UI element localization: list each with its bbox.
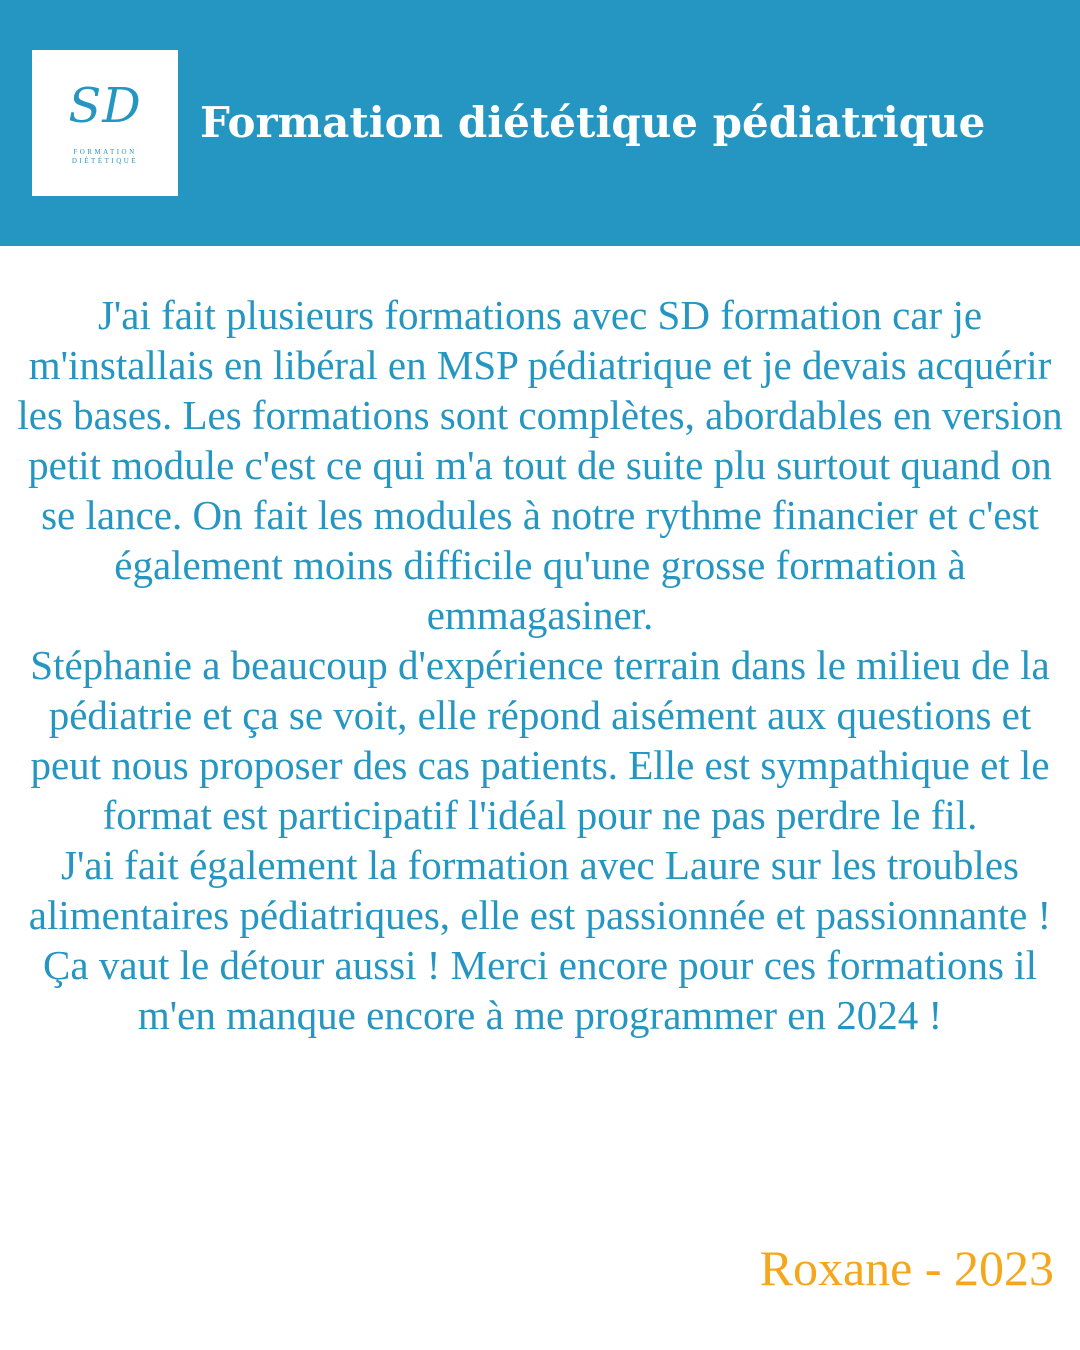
header-banner [0,0,1080,246]
page-title: Formation diététique pédiatrique [200,98,986,147]
testimonial-paragraph: J'ai fait également la formation avec Laure sur les troubles alimentaires pédiatriques, elle est passionnée et passionnante ! Ça vaut le détour aussi ! Merci encore pour ces formations il m'en manque encore à me programmer en 2024 ! [28,842,1052,1038]
logo-text-line1: FORMATION [73,148,137,156]
testimonial-author: Roxane - 2023 [759,1240,1054,1296]
testimonial-paragraph: Stéphanie a beaucoup d'expérience terrain dans le milieu de la pédiatrie et ça se voit, elle répond aisément aux questions et peut nous proposer des cas patients. Elle est sympathique et le format est participatif l'idéal pour ne pas perdre le fil. [30,642,1050,838]
logo [32,50,178,196]
logo-monogram: SD [68,78,142,134]
testimonial-paragraph: J'ai fait plusieurs formations avec SD formation car je m'installais en libéral en MSP pédiatrique et je devais acquérir les bases. Les formations sont complètes, abordables en version petit module c'est ce qui m'a tout de suite plu surtout quand on se lance. On fait les modules à notre rythme financier et c'est également moins difficile qu'une grosse formation à emmagasiner. [17,292,1063,638]
logo-text-line2: DIÉTÉTIQUE [71,157,139,165]
testimonial-text [12,290,1068,1040]
